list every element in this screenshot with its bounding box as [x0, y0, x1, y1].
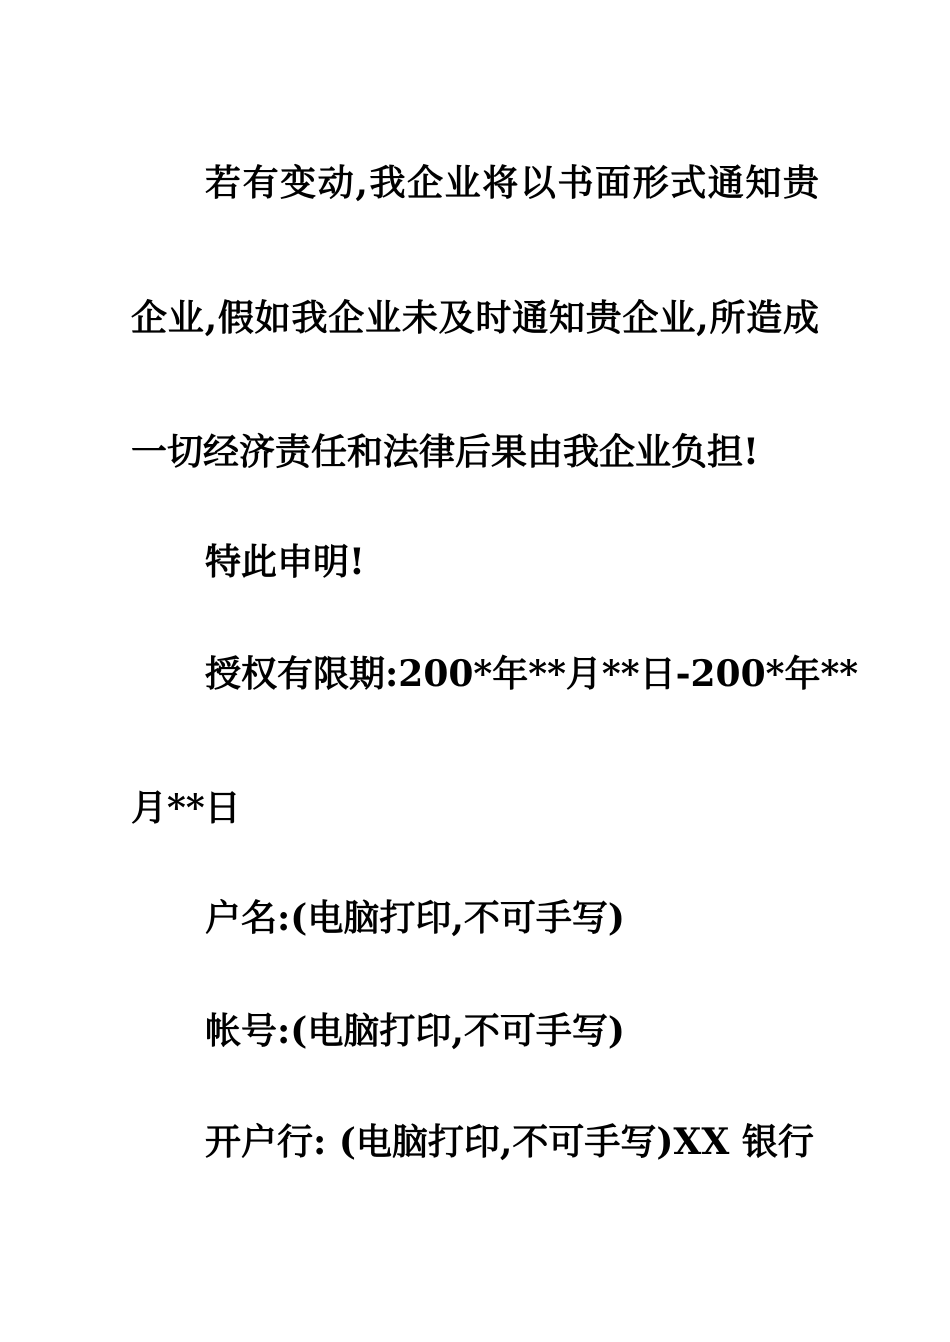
authorization-period-line-2: 月**日: [131, 787, 241, 829]
paragraph-line-3: 一切经济责任和法律后果由我企业负担!: [131, 431, 759, 473]
authorization-period-line-1: 授权有限期:200*年**月**日-200*年**: [205, 653, 859, 695]
paragraph-line-2: 企业,假如我企业未及时通知贵企业,所造成: [131, 297, 819, 339]
account-name-field: 户名:(电脑打印,不可手写): [205, 897, 625, 939]
statement-text: 特此申明!: [205, 541, 365, 583]
paragraph-line-1: 若有变动,我企业将以书面形式通知贵: [205, 162, 819, 204]
account-number-field: 帐号:(电脑打印,不可手写): [205, 1010, 625, 1052]
bank-field: 开户行: (电脑打印,不可手写)XX 银行: [205, 1121, 814, 1163]
